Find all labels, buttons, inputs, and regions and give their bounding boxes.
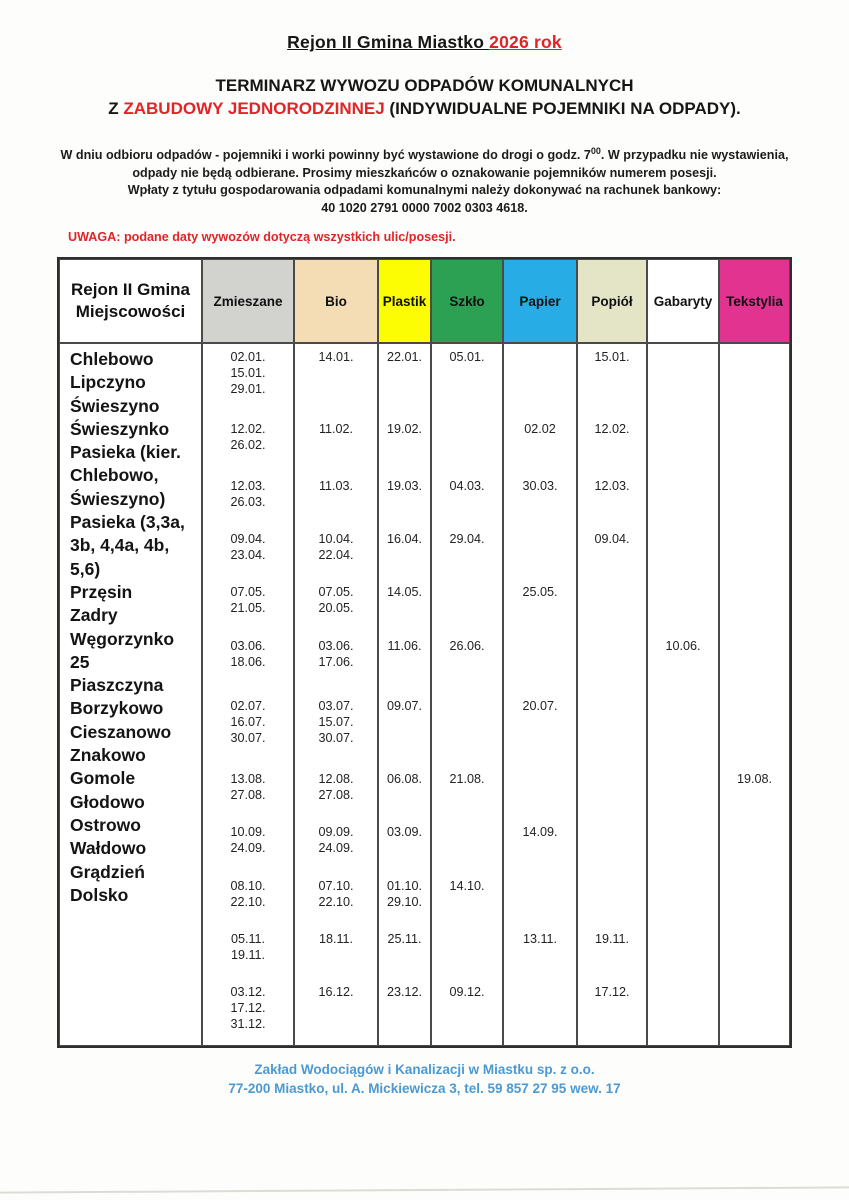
column-header-label: Zmieszane bbox=[213, 293, 283, 309]
month-block-9 bbox=[432, 825, 502, 879]
month-block-5 bbox=[203, 585, 293, 639]
month-block-12 bbox=[295, 985, 377, 1045]
corner-header-line2: Miejscowości bbox=[75, 302, 186, 321]
date-entry: 29.10. bbox=[386, 894, 422, 909]
heading-line1: TERMINARZ WYWOZU ODPADÓW KOMUNALNYCH bbox=[215, 76, 634, 95]
date-entry: 10.04. bbox=[318, 532, 354, 546]
month-block-2 bbox=[432, 422, 502, 479]
month-block-7 bbox=[648, 699, 718, 772]
month-block-6 bbox=[578, 639, 646, 699]
date-entry: 02.07. bbox=[230, 699, 266, 713]
month-block-10 bbox=[295, 879, 377, 932]
date-entry: 22.10. bbox=[230, 894, 266, 909]
month-block-3 bbox=[648, 479, 718, 532]
date-entry: 16.04. bbox=[386, 532, 422, 546]
month-block-4 bbox=[648, 532, 718, 585]
date-entry: 18.06. bbox=[230, 654, 266, 669]
date-entry: 01.10. bbox=[386, 879, 422, 893]
column-header-bio bbox=[294, 259, 378, 343]
month-block-5 bbox=[379, 585, 430, 639]
month-block-6 bbox=[295, 639, 377, 699]
date-entry: 05.01. bbox=[449, 350, 485, 364]
month-block-7 bbox=[432, 699, 502, 772]
village-line: Cieszanowo bbox=[70, 721, 172, 742]
month-block-8 bbox=[720, 772, 789, 825]
date-entry: 09.09. bbox=[318, 825, 354, 839]
month-block-2 bbox=[203, 422, 293, 479]
month-block-6 bbox=[203, 639, 293, 699]
date-entry: 07.05. bbox=[230, 585, 266, 599]
month-block-8 bbox=[648, 772, 718, 825]
date-entry: 18.11. bbox=[318, 932, 354, 946]
month-block-12 bbox=[203, 985, 293, 1045]
date-entry: 11.02. bbox=[318, 422, 354, 436]
month-block-5 bbox=[432, 585, 502, 639]
date-entry: 25.05. bbox=[522, 585, 558, 599]
month-block-3 bbox=[203, 479, 293, 532]
date-entry: 17.06. bbox=[318, 654, 354, 669]
month-block-2 bbox=[504, 422, 576, 479]
column-header-label: Papier bbox=[519, 293, 561, 309]
month-block-10 bbox=[648, 879, 718, 932]
month-block-6 bbox=[432, 639, 502, 699]
date-entry: 07.10. bbox=[318, 879, 354, 893]
month-block-12 bbox=[720, 985, 789, 1045]
date-entry: 10.06. bbox=[665, 639, 701, 653]
heading-line2-red: ZABUDOWY JEDNORODZINNEJ bbox=[123, 99, 385, 118]
month-block-10 bbox=[720, 879, 789, 932]
month-block-3 bbox=[578, 479, 646, 532]
page-title bbox=[0, 32, 849, 53]
notice-line2: odpady nie będą odbierane. Prosimy mieszkańców o oznakowanie pojemników numerem posesji. bbox=[132, 165, 717, 180]
month-block-7 bbox=[203, 699, 293, 772]
village-line: Pasieka (kier. bbox=[70, 442, 181, 463]
date-entry: 08.10. bbox=[230, 879, 266, 893]
month-block-8 bbox=[295, 772, 377, 825]
month-block-6 bbox=[720, 639, 789, 699]
date-entry: 30.07. bbox=[318, 730, 354, 745]
schedule-table bbox=[57, 257, 792, 1048]
village-line: Chlebowo, bbox=[70, 465, 159, 486]
scan-artifact-line bbox=[0, 1186, 849, 1193]
month-block-3 bbox=[295, 479, 377, 532]
date-entry: 27.08. bbox=[230, 787, 266, 802]
date-entry: 24.09. bbox=[318, 840, 354, 855]
month-block-9 bbox=[720, 825, 789, 879]
month-block-2 bbox=[379, 422, 430, 479]
date-entry: 14.09. bbox=[522, 825, 558, 839]
month-block-7 bbox=[504, 699, 576, 772]
date-entry: 11.03. bbox=[318, 479, 354, 493]
heading-line2 bbox=[0, 97, 849, 120]
village-line: Znakowo bbox=[70, 745, 146, 766]
village-line: Dolsko bbox=[70, 884, 129, 905]
month-block-5 bbox=[578, 585, 646, 639]
date-entry: 29.04. bbox=[449, 532, 485, 546]
village-line: Gomole bbox=[70, 768, 136, 789]
month-block-6 bbox=[648, 639, 718, 699]
date-entry: 03.06. bbox=[230, 639, 266, 653]
date-entry: 21.05. bbox=[230, 600, 266, 615]
month-block-7 bbox=[578, 699, 646, 772]
date-column-popiol bbox=[577, 343, 647, 1046]
village-line: Zadry bbox=[70, 605, 118, 626]
date-entry: 17.12. bbox=[594, 985, 630, 999]
notice-line1-superscript: 00 bbox=[590, 146, 601, 156]
month-block-9 bbox=[504, 825, 576, 879]
month-block-2 bbox=[720, 422, 789, 479]
month-block-11 bbox=[578, 932, 646, 985]
column-header-plastik bbox=[378, 259, 431, 343]
village-line: Węgorzynko 25 bbox=[70, 628, 175, 672]
column-header-label: Tekstylia bbox=[726, 293, 783, 309]
village-line: Grądzień bbox=[70, 861, 145, 882]
date-entry: 12.03. bbox=[230, 479, 266, 493]
month-block-7 bbox=[720, 699, 789, 772]
column-header-tekstylia bbox=[719, 259, 790, 343]
date-entry: 03.06. bbox=[318, 639, 354, 653]
month-block-6 bbox=[504, 639, 576, 699]
date-entry: 03.09. bbox=[386, 825, 422, 839]
village-line: 3b, 4,4a, 4b, bbox=[70, 535, 170, 556]
column-header-label: Popiół bbox=[591, 293, 633, 309]
date-entry: 15.07. bbox=[318, 714, 354, 729]
date-entry: 12.03. bbox=[594, 479, 630, 493]
month-block-1 bbox=[578, 350, 646, 422]
month-block-8 bbox=[379, 772, 430, 825]
villages-column bbox=[59, 343, 202, 1046]
date-entry: 02.02 bbox=[524, 422, 556, 436]
month-block-4 bbox=[720, 532, 789, 585]
footer-address: 77-200 Miastko, ul. A. Mickiewicza 3, tel. 59 857 27 95 wew. 17 bbox=[228, 1081, 621, 1096]
month-block-9 bbox=[203, 825, 293, 879]
month-block-3 bbox=[720, 479, 789, 532]
month-block-12 bbox=[432, 985, 502, 1045]
heading-line2-suffix: (INDYWIDUALNE POJEMNIKI NA ODPADY). bbox=[384, 99, 741, 118]
date-entry: 19.08. bbox=[736, 772, 772, 786]
date-entry: 16.07. bbox=[230, 714, 266, 729]
month-block-12 bbox=[379, 985, 430, 1045]
date-column-plastik bbox=[378, 343, 431, 1046]
month-block-10 bbox=[578, 879, 646, 932]
column-header-szklo bbox=[431, 259, 503, 343]
month-block-1 bbox=[504, 350, 576, 422]
date-column-szklo bbox=[431, 343, 503, 1046]
date-entry: 05.11. bbox=[230, 932, 266, 946]
date-entry: 19.02. bbox=[386, 422, 422, 436]
corner-header-line1: Rejon II Gmina bbox=[70, 280, 191, 299]
date-entry: 30.07. bbox=[230, 730, 266, 745]
village-line: Lipczyno bbox=[70, 372, 146, 393]
date-entry: 02.01. bbox=[230, 350, 266, 364]
column-header-zmieszane bbox=[202, 259, 294, 343]
date-entry: 26.03. bbox=[230, 494, 266, 509]
month-block-10 bbox=[203, 879, 293, 932]
date-entry: 09.04. bbox=[230, 532, 266, 546]
date-entry: 31.12. bbox=[230, 1016, 266, 1031]
month-block-12 bbox=[578, 985, 646, 1045]
month-block-1 bbox=[379, 350, 430, 422]
month-block-10 bbox=[379, 879, 430, 932]
column-header-gabaryty bbox=[647, 259, 719, 343]
month-block-5 bbox=[720, 585, 789, 639]
column-header-label: Gabaryty bbox=[653, 293, 713, 309]
corner-header bbox=[59, 259, 202, 343]
heading-line2-prefix: Z bbox=[108, 99, 124, 118]
date-entry: 29.01. bbox=[230, 381, 266, 396]
village-line: Świeszynko bbox=[70, 418, 170, 439]
date-entry: 03.12. bbox=[230, 985, 266, 999]
village-line: Świeszyno bbox=[70, 395, 160, 416]
column-header-papier bbox=[503, 259, 577, 343]
date-entry: 15.01. bbox=[230, 365, 266, 380]
month-block-1 bbox=[432, 350, 502, 422]
page-title-main: Rejon II Gmina Miastko bbox=[287, 32, 490, 52]
month-block-2 bbox=[648, 422, 718, 479]
village-line: Pasieka (3,3a, bbox=[70, 512, 185, 533]
month-block-8 bbox=[504, 772, 576, 825]
date-entry: 24.09. bbox=[230, 840, 266, 855]
month-block-4 bbox=[504, 532, 576, 585]
month-block-1 bbox=[648, 350, 718, 422]
village-line: Chlebowo bbox=[70, 349, 154, 369]
date-entry: 22.01. bbox=[386, 350, 422, 364]
month-block-9 bbox=[578, 825, 646, 879]
notice-line1 bbox=[0, 143, 849, 165]
date-entry: 23.12. bbox=[386, 985, 422, 999]
date-entry: 23.04. bbox=[230, 547, 266, 562]
date-entry: 07.05. bbox=[318, 585, 354, 599]
month-block-5 bbox=[648, 585, 718, 639]
column-header-label: Bio bbox=[325, 293, 347, 309]
date-entry: 14.01. bbox=[318, 350, 354, 364]
month-block-11 bbox=[379, 932, 430, 985]
month-block-1 bbox=[295, 350, 377, 422]
date-entry: 13.08. bbox=[230, 772, 266, 786]
date-column-tekstylia bbox=[719, 343, 790, 1046]
village-line: Ostrowo bbox=[70, 814, 141, 835]
date-entry: 26.02. bbox=[230, 437, 266, 452]
month-block-3 bbox=[504, 479, 576, 532]
date-entry: 11.06. bbox=[387, 639, 422, 653]
village-line: Piaszczyna bbox=[70, 675, 164, 696]
month-block-4 bbox=[295, 532, 377, 585]
date-entry: 12.02. bbox=[230, 422, 266, 436]
column-header-label: Szkło bbox=[449, 293, 485, 309]
date-entry: 09.04. bbox=[594, 532, 630, 546]
column-header-popiol bbox=[577, 259, 647, 343]
date-entry: 19.11. bbox=[594, 932, 630, 946]
date-entry: 30.03. bbox=[522, 479, 558, 493]
collection-notice bbox=[0, 143, 849, 217]
date-column-papier bbox=[503, 343, 577, 1046]
month-block-12 bbox=[648, 985, 718, 1045]
footer bbox=[0, 1060, 849, 1098]
month-block-5 bbox=[295, 585, 377, 639]
village-line: Głodowo bbox=[70, 791, 145, 812]
notice-line3: Wpłaty z tytułu gospodarowania odpadami komunalnymi należy dokonywać na rachunek bankowy: bbox=[127, 183, 722, 198]
date-entry: 15.01. bbox=[594, 350, 630, 364]
month-block-11 bbox=[648, 932, 718, 985]
month-block-11 bbox=[203, 932, 293, 985]
date-entry: 12.08. bbox=[318, 772, 354, 786]
date-entry: 26.06. bbox=[449, 639, 485, 653]
month-block-1 bbox=[203, 350, 293, 422]
date-column-zmieszane bbox=[202, 343, 294, 1046]
month-block-4 bbox=[432, 532, 502, 585]
month-block-12 bbox=[504, 985, 576, 1045]
date-entry: 13.11. bbox=[522, 932, 558, 946]
date-entry: 17.12. bbox=[230, 1000, 266, 1015]
month-block-2 bbox=[295, 422, 377, 479]
date-entry: 19.11. bbox=[230, 947, 266, 962]
date-entry: 20.05. bbox=[318, 600, 354, 615]
village-line: Wałdowo bbox=[70, 838, 147, 859]
date-entry: 25.11. bbox=[387, 932, 422, 946]
month-block-7 bbox=[295, 699, 377, 772]
month-block-9 bbox=[648, 825, 718, 879]
month-block-9 bbox=[379, 825, 430, 879]
date-entry: 09.07. bbox=[386, 699, 422, 713]
village-line: Borzykowo bbox=[70, 698, 164, 719]
date-entry: 14.05. bbox=[386, 585, 422, 599]
month-block-6 bbox=[379, 639, 430, 699]
date-entry: 14.10. bbox=[449, 879, 485, 893]
village-line: Przęsin bbox=[70, 581, 133, 602]
date-entry: 19.03. bbox=[386, 479, 422, 493]
date-entry: 22.04. bbox=[318, 547, 354, 562]
date-entry: 03.07. bbox=[318, 699, 354, 713]
date-entry: 22.10. bbox=[318, 894, 354, 909]
month-block-3 bbox=[379, 479, 430, 532]
month-block-4 bbox=[203, 532, 293, 585]
month-block-8 bbox=[432, 772, 502, 825]
page-title-year: 2026 rok bbox=[489, 32, 562, 52]
month-block-10 bbox=[504, 879, 576, 932]
month-block-11 bbox=[295, 932, 377, 985]
notice-line1-tail: . W przypadku nie wystawienia, bbox=[600, 148, 789, 163]
month-block-7 bbox=[379, 699, 430, 772]
warning-note: UWAGA: podane daty wywozów dotyczą wszystkich ulic/posesji. bbox=[68, 230, 456, 244]
month-block-4 bbox=[379, 532, 430, 585]
date-entry: 21.08. bbox=[449, 772, 485, 786]
month-block-5 bbox=[504, 585, 576, 639]
month-block-9 bbox=[295, 825, 377, 879]
date-entry: 12.02. bbox=[594, 422, 630, 436]
month-block-11 bbox=[504, 932, 576, 985]
month-block-8 bbox=[578, 772, 646, 825]
date-entry: 06.08. bbox=[386, 772, 422, 786]
month-block-4 bbox=[578, 532, 646, 585]
date-column-gabaryty bbox=[647, 343, 719, 1046]
notice-bank-account: 40 1020 2791 0000 7002 0303 4618. bbox=[321, 200, 528, 215]
month-block-11 bbox=[720, 932, 789, 985]
date-entry: 04.03. bbox=[449, 479, 485, 493]
document-heading bbox=[0, 74, 849, 120]
date-entry: 16.12. bbox=[318, 985, 354, 999]
month-block-8 bbox=[203, 772, 293, 825]
month-block-11 bbox=[432, 932, 502, 985]
footer-company: Zakład Wodociągów i Kanalizacji w Miastku sp. z o.o. bbox=[254, 1062, 595, 1077]
notice-line1-text: W dniu odbioru odpadów - pojemniki i worki powinny być wystawione do drogi o godz. 7 bbox=[60, 148, 591, 163]
month-block-10 bbox=[432, 879, 502, 932]
date-entry: 20.07. bbox=[522, 699, 558, 713]
month-block-3 bbox=[432, 479, 502, 532]
month-block-2 bbox=[578, 422, 646, 479]
date-entry: 27.08. bbox=[318, 787, 354, 802]
date-column-bio bbox=[294, 343, 378, 1046]
month-block-1 bbox=[720, 350, 789, 422]
column-header-label: Plastik bbox=[382, 293, 427, 309]
village-line: 5,6) bbox=[70, 558, 101, 579]
village-line: Świeszyno) bbox=[70, 488, 166, 509]
date-entry: 09.12. bbox=[449, 985, 485, 999]
date-entry: 10.09. bbox=[230, 825, 266, 839]
